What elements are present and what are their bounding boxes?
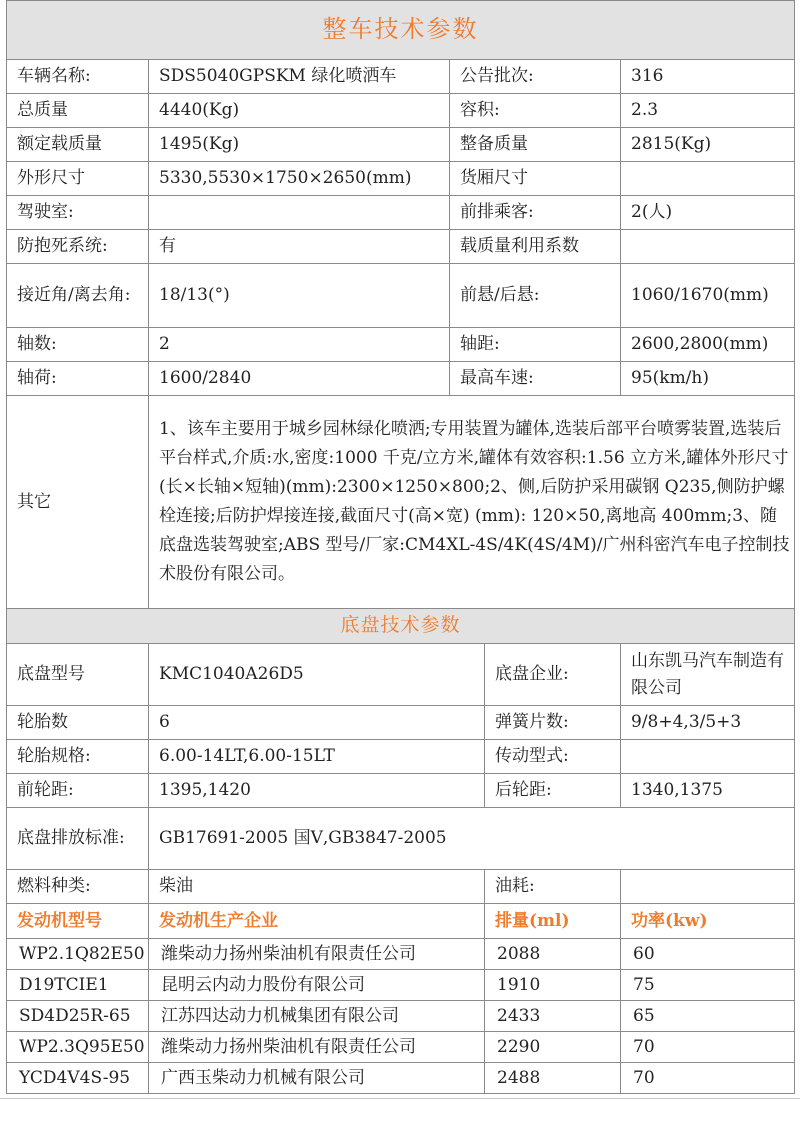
label-consumption: 油耗: [485, 870, 621, 904]
label-vehicle-name: 车辆名称: [7, 60, 149, 94]
value-vehicle-name: SDS5040GPSKM 绿化喷洒车 [149, 60, 450, 94]
engine-maker: 昆明云内动力股份有限公司 [149, 970, 485, 1001]
engine-model: D19TCIE1 [7, 970, 149, 1001]
label-fuel: 燃料种类: [7, 870, 149, 904]
table-row [7, 1063, 795, 1094]
value-max-speed: 95(km/h) [621, 362, 795, 396]
table-row [7, 740, 795, 774]
table-row [7, 706, 795, 740]
label-other: 其它 [7, 396, 149, 609]
label-cargo-size: 货厢尺寸 [450, 162, 621, 196]
label-max-speed: 最高车速: [450, 362, 621, 396]
table-row [7, 362, 795, 396]
table-row [7, 774, 795, 808]
table-row [7, 870, 795, 904]
engine-power: 70 [621, 1032, 795, 1063]
engine-displacement: 1910 [485, 970, 621, 1001]
engine-displacement: 2290 [485, 1032, 621, 1063]
table-row [7, 128, 795, 162]
value-fuel: 柴油 [149, 870, 485, 904]
value-batch: 316 [621, 60, 795, 94]
value-axle-load: 1600/2840 [149, 362, 450, 396]
label-load-factor: 载质量利用系数 [450, 230, 621, 264]
label-axles: 轴数: [7, 328, 149, 362]
label-axle-load: 轴荷: [7, 362, 149, 396]
label-dimensions: 外形尺寸 [7, 162, 149, 196]
label-rated-load: 额定载质量 [7, 128, 149, 162]
value-rated-load: 1495(Kg) [149, 128, 450, 162]
label-total-mass: 总质量 [7, 94, 149, 128]
vehicle-spec-table [6, 0, 795, 644]
engine-model: WP2.1Q82E50 [7, 939, 149, 970]
value-cargo-size [621, 162, 795, 196]
value-spring-leaves: 9/8+4,3/5+3 [621, 706, 795, 740]
label-drive-type: 传动型式: [485, 740, 621, 774]
engine-displacement: 2088 [485, 939, 621, 970]
value-chassis-model: KMC1040A26D5 [149, 644, 485, 706]
engine-model: WP2.3Q95E50 [7, 1032, 149, 1063]
value-angles: 18/13(°) [149, 264, 450, 328]
engine-header-row [7, 904, 795, 939]
label-wheelbase: 轴距: [450, 328, 621, 362]
value-chassis-maker: 山东凯马汽车制造有限公司 [621, 644, 795, 706]
label-angles: 接近角/离去角: [7, 264, 149, 328]
chassis-spec-table [6, 643, 795, 1094]
table-row [7, 230, 795, 264]
engine-maker: 江苏四达动力机械集团有限公司 [149, 1001, 485, 1032]
label-overhang: 前悬/后悬: [450, 264, 621, 328]
table-row [7, 396, 795, 609]
engine-model: YCD4V4S-95 [7, 1063, 149, 1094]
value-tire-count: 6 [149, 706, 485, 740]
value-dimensions: 5330,5530×1750×2650(mm) [149, 162, 450, 196]
value-drive-type [621, 740, 795, 774]
engine-displacement: 2488 [485, 1063, 621, 1094]
label-batch: 公告批次: [450, 60, 621, 94]
value-emission: GB17691-2005 国Ⅴ,GB3847-2005 [149, 808, 795, 870]
header-power: 功率(kw) [621, 904, 795, 939]
engine-maker: 广西玉柴动力机械有限公司 [149, 1063, 485, 1094]
page-divider [0, 1098, 800, 1099]
label-chassis-model: 底盘型号 [7, 644, 149, 706]
table-row [7, 808, 795, 870]
value-volume: 2.3 [621, 94, 795, 128]
table-row [7, 60, 795, 94]
label-abs: 防抱死系统: [7, 230, 149, 264]
label-emission: 底盘排放标准: [7, 808, 149, 870]
label-front-passengers: 前排乘客: [450, 196, 621, 230]
header-engine-model: 发动机型号 [7, 904, 149, 939]
value-overhang: 1060/1670(mm) [621, 264, 795, 328]
engine-displacement: 2433 [485, 1001, 621, 1032]
engine-model: SD4D25R-65 [7, 1001, 149, 1032]
table-row [7, 939, 795, 970]
table-row [7, 264, 795, 328]
label-chassis-maker: 底盘企业: [485, 644, 621, 706]
page-title: 整车技术参数 [7, 1, 795, 60]
table-row [7, 970, 795, 1001]
header-engine-maker: 发动机生产企业 [149, 904, 485, 939]
engine-maker: 潍柴动力扬州柴油机有限责任公司 [149, 1032, 485, 1063]
value-other: 1、该车主要用于城乡园林绿化喷洒;专用装置为罐体,选装后部平台喷雾装置,选装后平台样式,介质:水,密度:1000 千克/立方米,罐体有效容积:1.56 立方米,罐体外形尺寸(长×长轴×短轴)(mm):2300×1250×800;2、侧,后防护采用碳钢 Q235,侧防护螺栓连接;后防护焊接连接,截面尺寸(高×宽) (mm): 120×50,离地高 400mm;3、随底盘选装驾驶室;ABS 型号/厂家:CM4XL-4S/4K(4S/4M)/广州科密汽车电子控制技术股份有限公司。 [149, 396, 795, 609]
engine-power: 75 [621, 970, 795, 1001]
table-row [7, 644, 795, 706]
label-volume: 容积: [450, 94, 621, 128]
value-front-track: 1395,1420 [149, 774, 485, 808]
table-row [7, 196, 795, 230]
label-front-track: 前轮距: [7, 774, 149, 808]
table-row [7, 1032, 795, 1063]
table-row [7, 94, 795, 128]
header-displacement: 排量(ml) [485, 904, 621, 939]
label-curb-mass: 整备质量 [450, 128, 621, 162]
value-curb-mass: 2815(Kg) [621, 128, 795, 162]
value-load-factor [621, 230, 795, 264]
spec-sheet [6, 0, 794, 1094]
engine-power: 65 [621, 1001, 795, 1032]
label-spring-leaves: 弹簧片数: [485, 706, 621, 740]
value-total-mass: 4440(Kg) [149, 94, 450, 128]
value-cab [149, 196, 450, 230]
chassis-section-title: 底盘技术参数 [7, 609, 795, 644]
table-row [7, 1001, 795, 1032]
engine-power: 70 [621, 1063, 795, 1094]
value-front-passengers: 2(人) [621, 196, 795, 230]
value-axles: 2 [149, 328, 450, 362]
value-wheelbase: 2600,2800(mm) [621, 328, 795, 362]
engine-maker: 潍柴动力扬州柴油机有限责任公司 [149, 939, 485, 970]
engine-power: 60 [621, 939, 795, 970]
table-row [7, 328, 795, 362]
value-abs: 有 [149, 230, 450, 264]
value-consumption [621, 870, 795, 904]
label-tire-spec: 轮胎规格: [7, 740, 149, 774]
value-tire-spec: 6.00-14LT,6.00-15LT [149, 740, 485, 774]
label-rear-track: 后轮距: [485, 774, 621, 808]
value-rear-track: 1340,1375 [621, 774, 795, 808]
label-cab: 驾驶室: [7, 196, 149, 230]
label-tire-count: 轮胎数 [7, 706, 149, 740]
table-row [7, 162, 795, 196]
